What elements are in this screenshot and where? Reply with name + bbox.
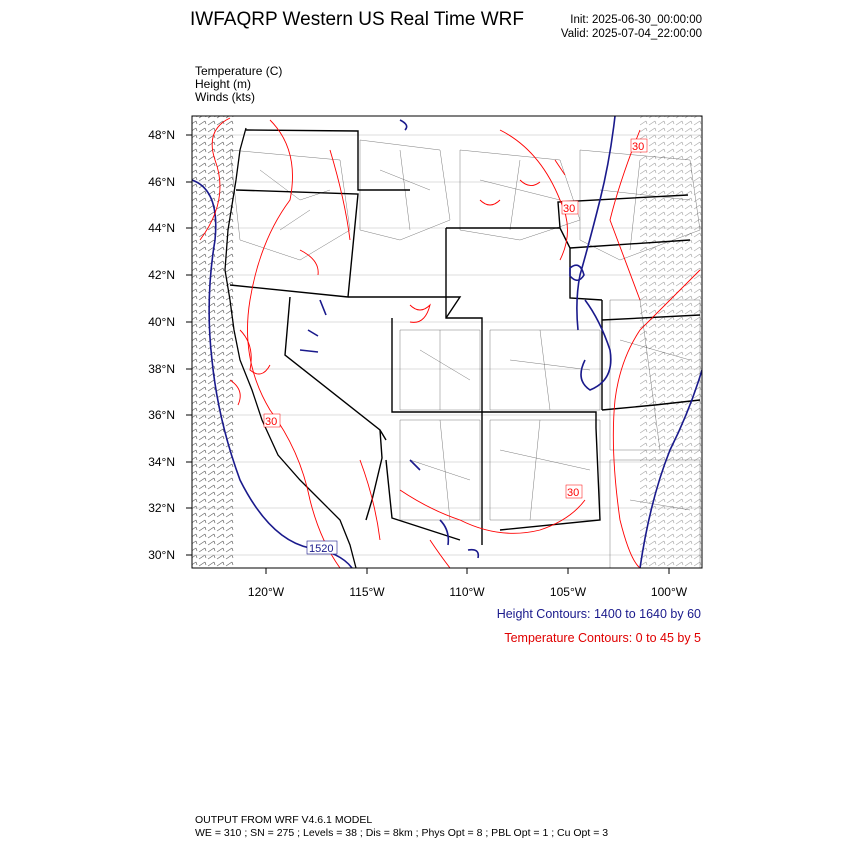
wind-barbs-east: [640, 116, 702, 568]
footer-config: WE = 310 ; SN = 275 ; Levels = 38 ; Dis = 8km ; Phys Opt = 8 ; PBL Opt = 1 ; Cu Opt = 3: [195, 827, 609, 839]
footer-model: OUTPUT FROM WRF V4.6.1 MODEL: [195, 814, 373, 826]
lat-tick-42: 42°N: [148, 268, 175, 282]
lat-tick-40: 40°N: [148, 315, 175, 329]
temp-label-east: 30: [567, 487, 580, 499]
lat-tick-30: 30°N: [148, 548, 175, 562]
lat-tick-36: 36°N: [148, 408, 175, 422]
variable-winds: Winds (kts): [195, 90, 255, 104]
longitude-axis: [248, 568, 688, 599]
temp-label-ne2: 30: [563, 203, 576, 215]
lat-tick-46: 46°N: [148, 175, 175, 189]
lon-tick-100: 100°W: [650, 585, 688, 599]
lon-tick-110: 110°W: [449, 585, 485, 599]
map-frame-bg: [192, 116, 702, 568]
lat-tick-44: 44°N: [148, 221, 175, 235]
lon-tick-120: 120°W: [247, 585, 285, 599]
lat-tick-32: 32°N: [148, 501, 175, 515]
latitude-axis: [148, 128, 192, 562]
temp-label-ne: 30: [632, 141, 645, 153]
height-contour-legend: Height Contours: 1400 to 1640 by 60: [496, 607, 701, 621]
map-title: IWFAQRP Western US Real Time WRF: [190, 9, 524, 30]
variable-height: Height (m): [195, 77, 252, 91]
lat-tick-48: 48°N: [148, 128, 175, 142]
lat-tick-38: 38°N: [148, 362, 175, 376]
lon-tick-115: 115°W: [349, 585, 385, 599]
temp-label-west: 30: [265, 416, 278, 428]
temperature-contour-legend: Temperature Contours: 0 to 45 by 5: [504, 631, 701, 645]
lon-tick-105: 105°W: [549, 585, 587, 599]
valid-time: Valid: 2025-07-04_22:00:00: [560, 28, 702, 40]
variable-temperature: Temperature (C): [195, 64, 283, 78]
lat-tick-34: 34°N: [148, 455, 175, 469]
height-label-1520: 1520: [309, 543, 334, 555]
init-time: Init: 2025-06-30_00:00:00: [570, 14, 702, 26]
